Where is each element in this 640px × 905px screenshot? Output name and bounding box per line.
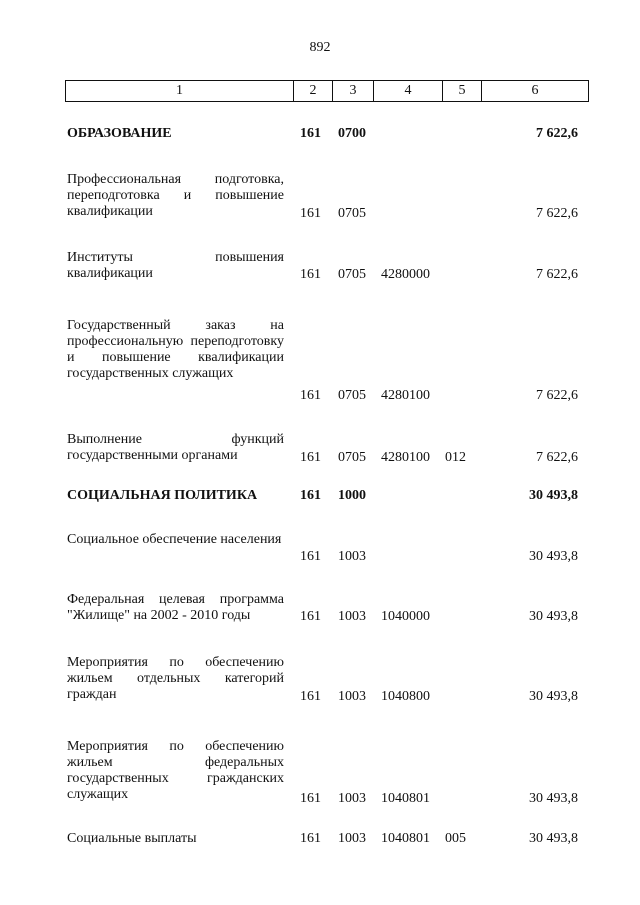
column-header-3: 3 [333, 81, 374, 102]
row-code-ministry: 161 [300, 488, 321, 503]
row-code-ministry: 161 [300, 791, 321, 806]
row-amount: 7 622,6 [536, 450, 578, 465]
row-name: Социальные выплаты [67, 831, 197, 846]
row-code-target: 4280100 [381, 388, 430, 403]
row-name: Федеральная целевая программа "Жилище" на 2002 - 2010 годы [67, 592, 284, 623]
row-amount: 30 493,8 [529, 609, 578, 624]
row-code-ministry: 161 [300, 689, 321, 704]
row-name: Институты повышения квалификации [67, 250, 284, 281]
row-amount: 30 493,8 [529, 831, 578, 846]
row-code-section: 1003 [338, 549, 366, 564]
row-code-section: 1000 [338, 488, 366, 503]
row-code-ministry: 161 [300, 267, 321, 282]
row-code-target: 1040801 [381, 791, 430, 806]
row-name: Мероприятия по обеспечению жильем отдельных категорий граждан [67, 655, 284, 702]
row-code-ministry: 161 [300, 549, 321, 564]
row-name: Социальное обеспечение населения [67, 532, 282, 547]
row-amount: 7 622,6 [536, 126, 578, 141]
column-header-6: 6 [482, 81, 589, 102]
row-amount: 7 622,6 [536, 388, 578, 403]
column-header-row [66, 81, 589, 102]
row-name: СОЦИАЛЬНАЯ ПОЛИТИКА [67, 488, 258, 503]
row-name: Мероприятия по обеспечению жильем федеральных государственных гражданских служащих [67, 739, 284, 802]
row-name: Выполнение функций государственными органами [67, 432, 284, 463]
column-header-5: 5 [443, 81, 482, 102]
row-code-section: 1003 [338, 609, 366, 624]
row-code-ministry: 161 [300, 831, 321, 846]
row-code-target: 1040800 [381, 689, 430, 704]
row-code-ministry: 161 [300, 126, 321, 141]
row-code-ministry: 161 [300, 206, 321, 221]
row-code-ministry: 161 [300, 609, 321, 624]
row-amount: 7 622,6 [536, 206, 578, 221]
column-header-4: 4 [374, 81, 443, 102]
row-amount: 30 493,8 [529, 791, 578, 806]
column-header-table [65, 80, 589, 102]
row-code-section: 1003 [338, 791, 366, 806]
row-name: Государственный заказ на профессиональную переподготовку и повышение квалификации государственных служащих [67, 318, 284, 381]
row-code-expense-type: 005 [445, 831, 466, 846]
row-name: Профессиональная подготовка, переподготовка и повышение квалификации [67, 172, 284, 219]
row-amount: 30 493,8 [529, 488, 578, 503]
row-code-expense-type: 012 [445, 450, 466, 465]
row-name: ОБРАЗОВАНИЕ [67, 126, 172, 141]
row-code-section: 1003 [338, 689, 366, 704]
row-code-section: 0705 [338, 388, 366, 403]
row-code-target: 4280100 [381, 450, 430, 465]
row-code-section: 1003 [338, 831, 366, 846]
row-code-section: 0705 [338, 206, 366, 221]
row-amount: 30 493,8 [529, 549, 578, 564]
row-code-ministry: 161 [300, 450, 321, 465]
row-code-target: 1040801 [381, 831, 430, 846]
row-code-target: 4280000 [381, 267, 430, 282]
row-code-section: 0705 [338, 267, 366, 282]
page-number: 892 [309, 40, 331, 55]
row-code-section: 0705 [338, 450, 366, 465]
row-amount: 7 622,6 [536, 267, 578, 282]
column-header-2: 2 [294, 81, 333, 102]
row-code-ministry: 161 [300, 388, 321, 403]
row-code-section: 0700 [338, 126, 366, 141]
row-code-target: 1040000 [381, 609, 430, 624]
column-header-1: 1 [66, 81, 294, 102]
row-amount: 30 493,8 [529, 689, 578, 704]
